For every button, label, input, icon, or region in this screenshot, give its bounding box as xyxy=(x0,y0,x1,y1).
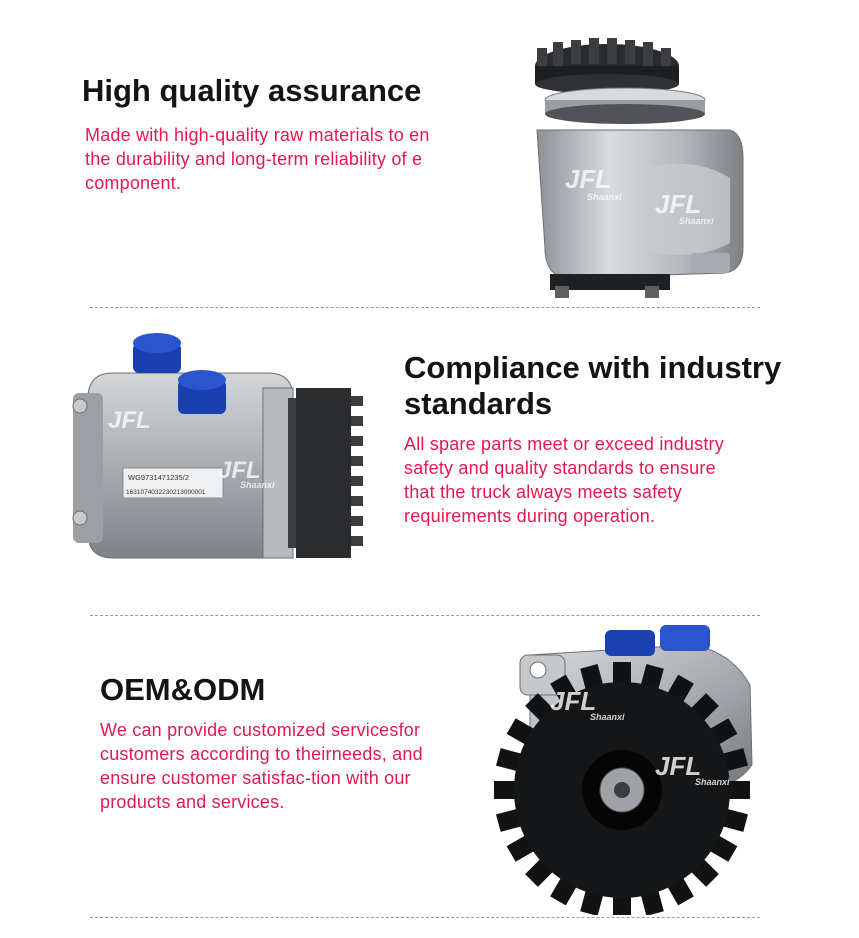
steering-pump-image-2 xyxy=(68,318,368,568)
part-number-text: WG9731471235/2 xyxy=(128,473,189,482)
section-2-line-2: safety and quality standards to ensure xyxy=(404,458,716,478)
watermark-logo-3: JFL xyxy=(108,407,151,434)
watermark-sub-4: Shaanxi xyxy=(240,480,275,490)
section-3-line-4: products and services. xyxy=(100,792,285,812)
section-1-line-3: component. xyxy=(85,173,182,193)
watermark-sub-6: Shaanxi xyxy=(695,777,730,787)
section-1-title: High quality assurance xyxy=(82,73,422,108)
gear-icon xyxy=(296,388,363,558)
section-1-description xyxy=(85,123,463,195)
steering-pump-image-1 xyxy=(525,38,755,300)
watermark-sub-5: Shaanxi xyxy=(590,712,625,722)
section-3-line-1: We can provide customized servicesfor xyxy=(100,720,421,740)
section-2-title xyxy=(404,350,781,422)
gear-icon xyxy=(535,38,679,94)
watermark-logo-5: JFL xyxy=(550,686,597,716)
section-3-title: OEM&ODM xyxy=(100,672,266,707)
section-2-description xyxy=(404,432,804,528)
section-1-line-2: the durability and long-term reliability of e xyxy=(85,149,423,169)
watermark-sub-1: Shaanxi xyxy=(587,192,622,202)
section-2-title-line-1: Compliance with industry xyxy=(404,350,782,385)
section-3-line-2: customers according to theirneeds, and xyxy=(100,744,423,764)
steering-pump-image-3 xyxy=(490,625,760,915)
section-2-line-1: All spare parts meet or exceed industry xyxy=(404,434,724,454)
watermark-logo-1: JFL xyxy=(565,164,612,194)
section-3-line-3: ensure customer satisfac-tion with our xyxy=(100,768,411,788)
section-2-title-line-2: standards xyxy=(404,386,553,421)
gear-icon xyxy=(494,662,750,915)
section-3-description xyxy=(100,718,470,814)
section-2-line-3: that the truck always meets safety xyxy=(404,482,682,502)
barcode-text: 1631074032230213000001 xyxy=(126,489,206,496)
section-divider-1 xyxy=(90,307,760,308)
watermark-sub-2: Shaanxi xyxy=(679,216,714,226)
section-2-line-4: requirements during operation. xyxy=(404,506,656,526)
section-1-line-1: Made with high-quality raw materials to en xyxy=(85,125,430,145)
blue-cap-icon xyxy=(605,630,655,656)
watermark-logo-4: JFL xyxy=(218,457,261,484)
section-divider-3 xyxy=(90,917,760,918)
watermark-logo-6: JFL xyxy=(655,751,702,781)
watermark-logo-2: JFL xyxy=(655,189,702,219)
section-divider-2 xyxy=(90,615,760,616)
